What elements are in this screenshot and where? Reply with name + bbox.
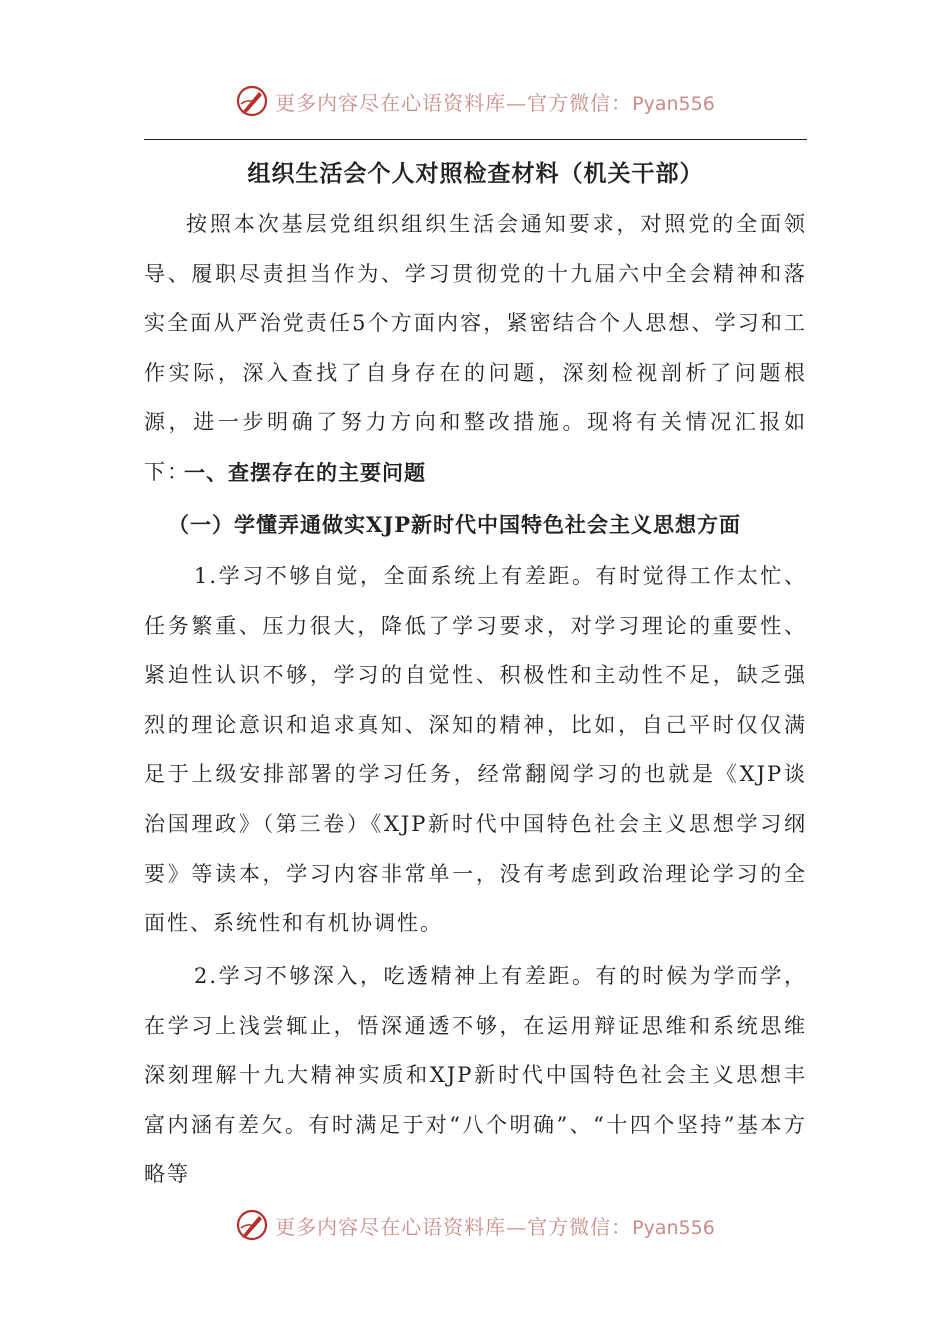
- item-1-paragraph: 1.学习不够自觉，全面系统上有差距。有时觉得工作太忙、任务繁重、压力很大，降低了学习要求，对学习理论的重要性、紧迫性认识不够，学习的自觉性、积极性和主动性不足，缺乏强烈的理论意识和追求真知、深知的精神，比如，自己平时仅仅满足于上级安排部署的学习任务，经常翻阅学习的也就是《XJP谈治国理政》（第三卷）《XJP新时代中国特色社会主义思想学习纲要》等读本，学习内容非常单一，没有考虑到政治理论学习的全面性、系统性和有机协调性。: [144, 564, 807, 936]
- subsection-heading: （一）学懂弄通做实XJP新时代中国特色社会主义思想方面: [168, 512, 742, 537]
- pen-logo-icon: [235, 1208, 269, 1242]
- pen-logo-icon: [235, 84, 269, 118]
- watermark-text: 更多内容尽在心语资料库—官方微信：Pyan556: [275, 1214, 715, 1239]
- watermark-wechat-id: Pyan556: [632, 1216, 715, 1239]
- watermark-header: [0, 84, 950, 118]
- document-title: 组织生活会个人对照检查材料（机关干部）: [247, 160, 704, 187]
- watermark-footer: [0, 1208, 950, 1242]
- watermark-text: 更多内容尽在心语资料库—官方微信：Pyan556: [275, 90, 715, 115]
- item-2-paragraph: 2.学习不够深入，吃透精神上有差距。有的时候为学而学，在学习上浅尝辄止，悟深通透不够，在运用辩证思维和系统思维深刻理解十九大精神实质和XJP新时代中国特色社会主义思想丰富内涵有差欠。有时满足于对“八个明确”、“十四个坚持”基本方略等: [144, 964, 807, 1187]
- section-heading: 一、查摆存在的主要问题: [184, 460, 426, 485]
- intro-paragraph: 按照本次基层党组织组织生活会通知要求，对照党的全面领导、履职尽责担当作为、学习贯彻党的十九届六中全会精神和落实全面从严治党责任5个方面内容，紧密结合个人思想、学习和工作实际，深入查找了自身存在的问题，深刻检视剖析了问题根源，进一步明确了努力方向和整改措施。现将有关情况汇报如下：: [144, 212, 807, 484]
- header-divider: [144, 139, 807, 140]
- watermark-wechat-id: Pyan556: [632, 92, 715, 115]
